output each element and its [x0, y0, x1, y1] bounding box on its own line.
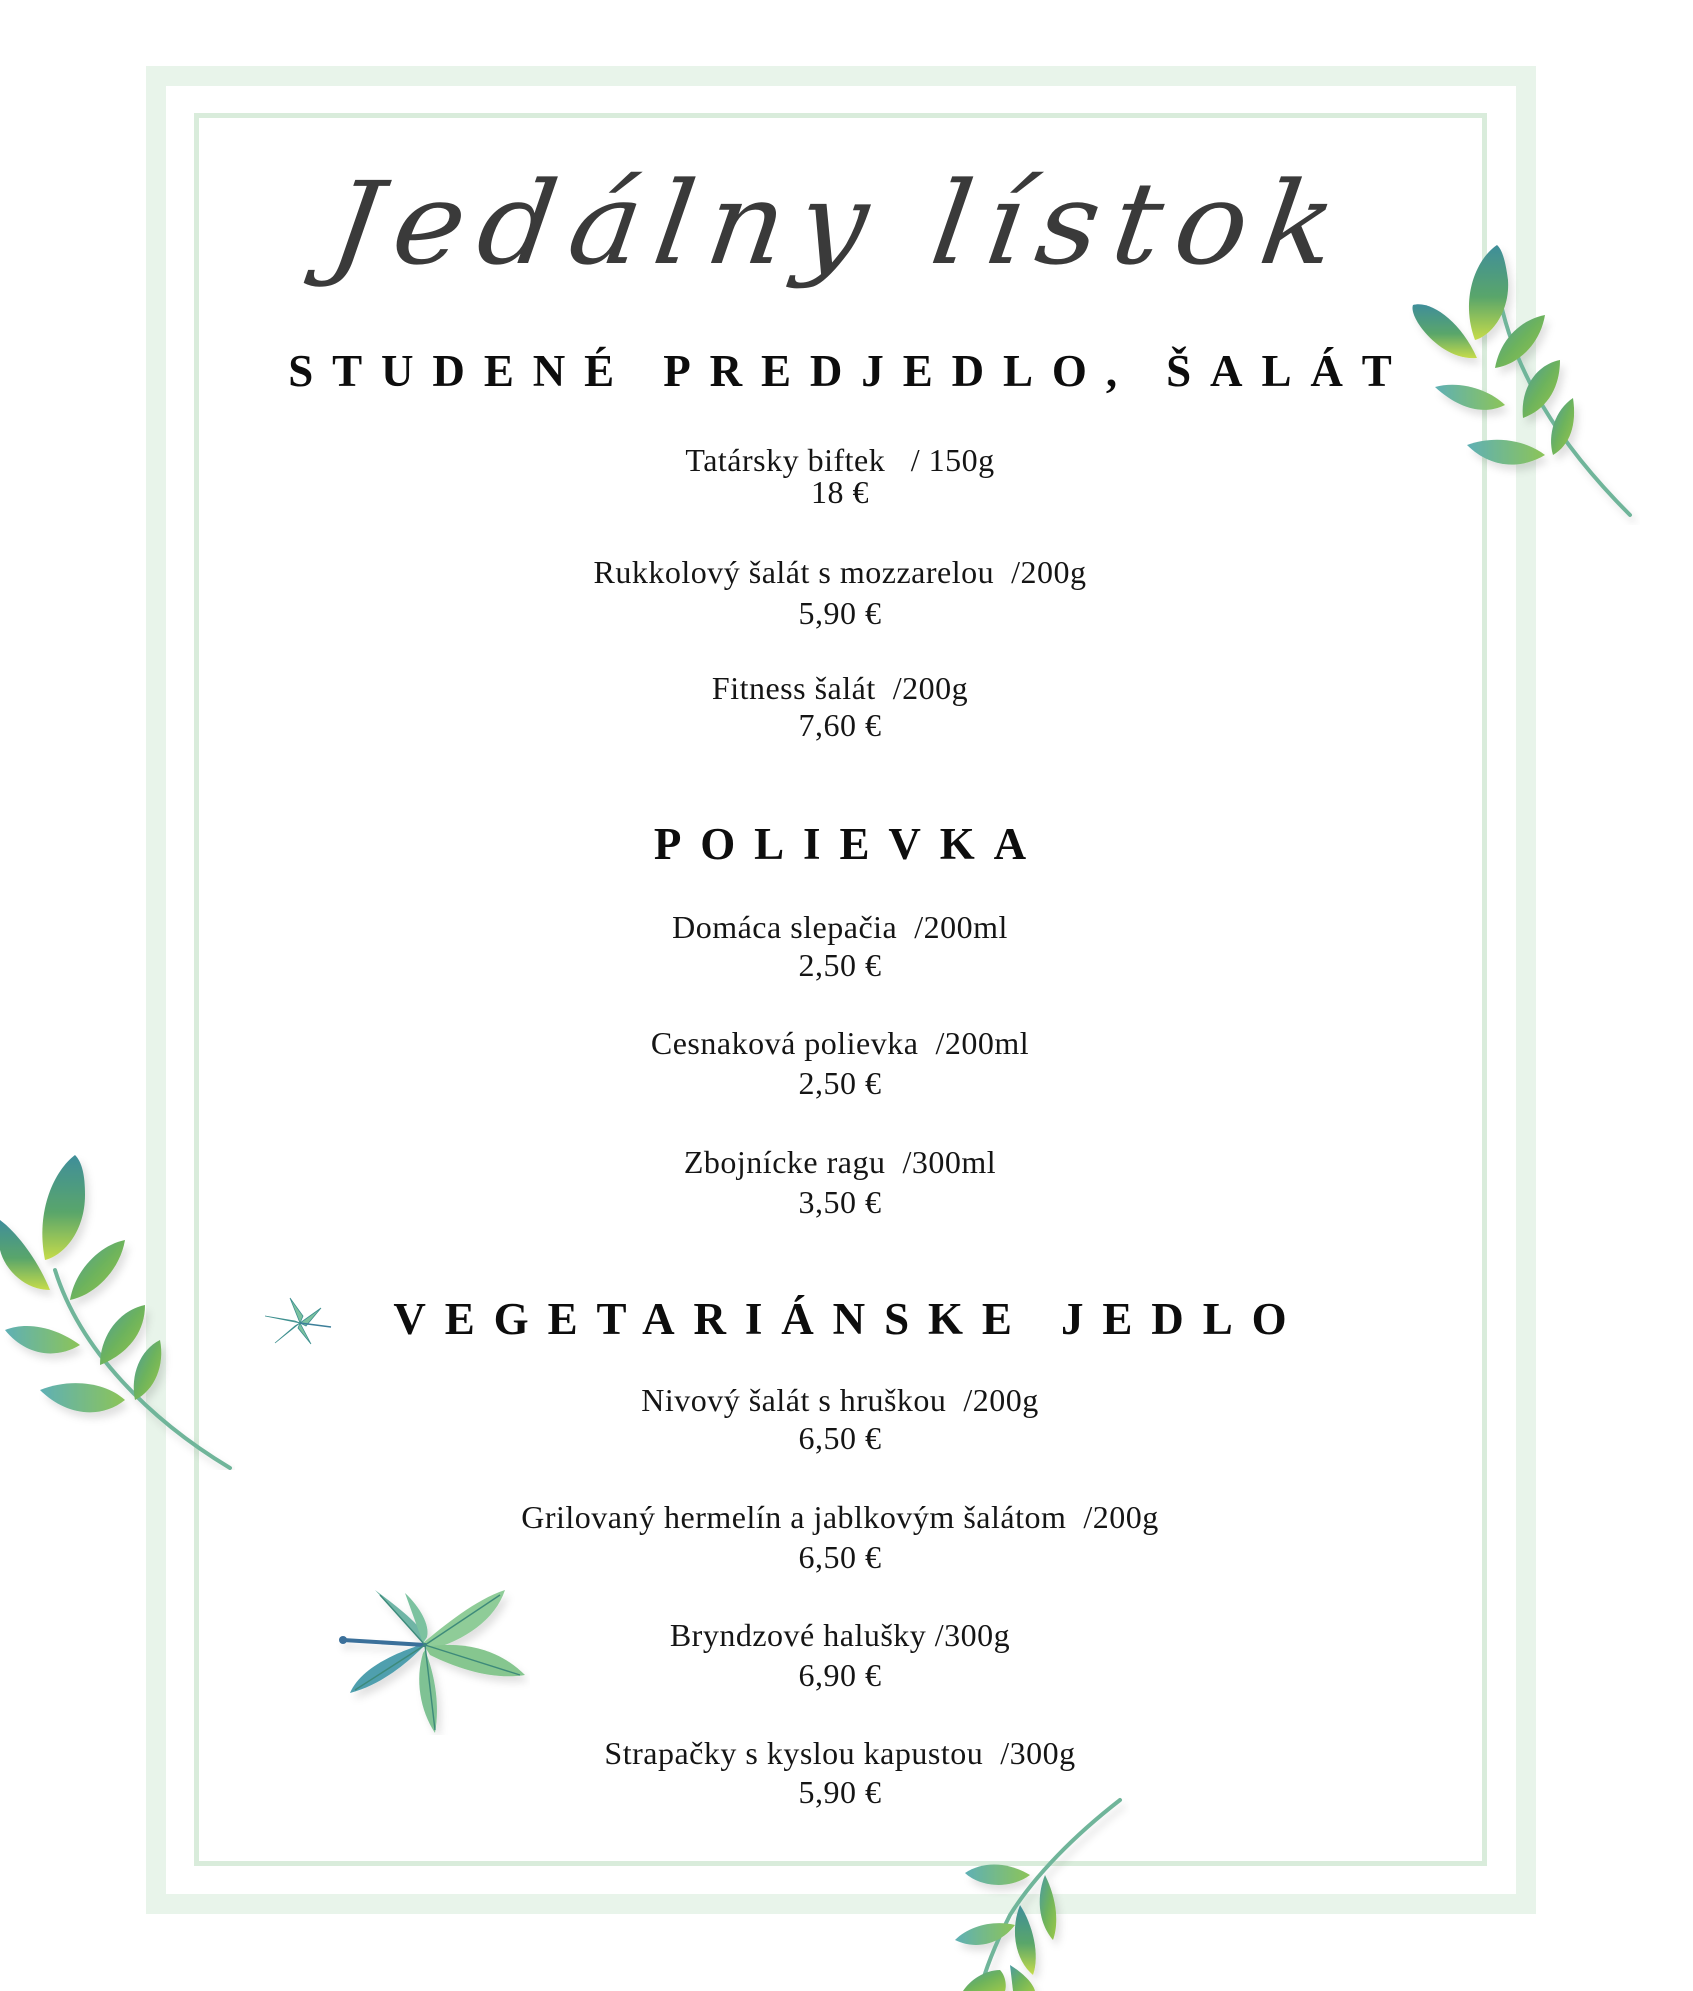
- section-heading-vegetarian: VEGETARIÁNSKE JEDLO: [393, 1294, 1306, 1344]
- section-heading-soup: POLIEVKA: [653, 819, 1046, 869]
- menu-item-name: Tatársky biftek / 150g: [685, 442, 995, 478]
- leaf-branch-icon: [0, 1150, 235, 1470]
- menu-title-text: Jedálny lístok: [322, 158, 1358, 291]
- menu-item-name: Grilovaný hermelín a jablkovým šalátom /200g: [521, 1499, 1159, 1535]
- menu-item-price: 2,50 €: [798, 947, 882, 983]
- menu-item-price: 6,50 €: [798, 1420, 882, 1456]
- menu-item-price: 2,50 €: [798, 1065, 882, 1101]
- menu-item-name: Fitness šalát /200g: [711, 670, 969, 706]
- menu-item-name: Rukkolový šalát s mozzarelou /200g: [593, 554, 1087, 590]
- menu-item-name: Domáca slepačia /200ml: [672, 909, 1008, 945]
- menu-item-name: Bryndzové halušky /300g: [669, 1617, 1011, 1653]
- menu-item-price: 18 €: [811, 474, 869, 510]
- menu-item-price: 6,50 €: [798, 1539, 882, 1575]
- leaf-branch-icon: [915, 1795, 1130, 1991]
- maple-leaf-icon: [335, 1585, 530, 1735]
- menu-item-price: 7,60 €: [798, 707, 882, 743]
- menu-title: [190, 150, 1490, 320]
- menu-item-price: 6,90 €: [798, 1657, 882, 1693]
- menu-item-name: Nivový šalát s hruškou /200g: [641, 1382, 1039, 1418]
- small-leaf-icon: [265, 1296, 335, 1348]
- menu-item-price: 5,90 €: [798, 1774, 882, 1810]
- menu-item-name: Zbojnícke ragu /300ml: [683, 1144, 997, 1180]
- menu-item-price: 5,90 €: [798, 595, 882, 631]
- menu-item-name: Cesnaková polievka /200ml: [650, 1025, 1030, 1061]
- menu-item-price: 3,50 €: [798, 1184, 882, 1220]
- menu-item-name: Strapačky s kyslou kapustou /300g: [604, 1735, 1076, 1771]
- section-heading-cold-starters: STUDENÉ PREDJEDLO, ŠALÁT: [288, 346, 1411, 396]
- leaf-branch-icon: [1405, 240, 1640, 525]
